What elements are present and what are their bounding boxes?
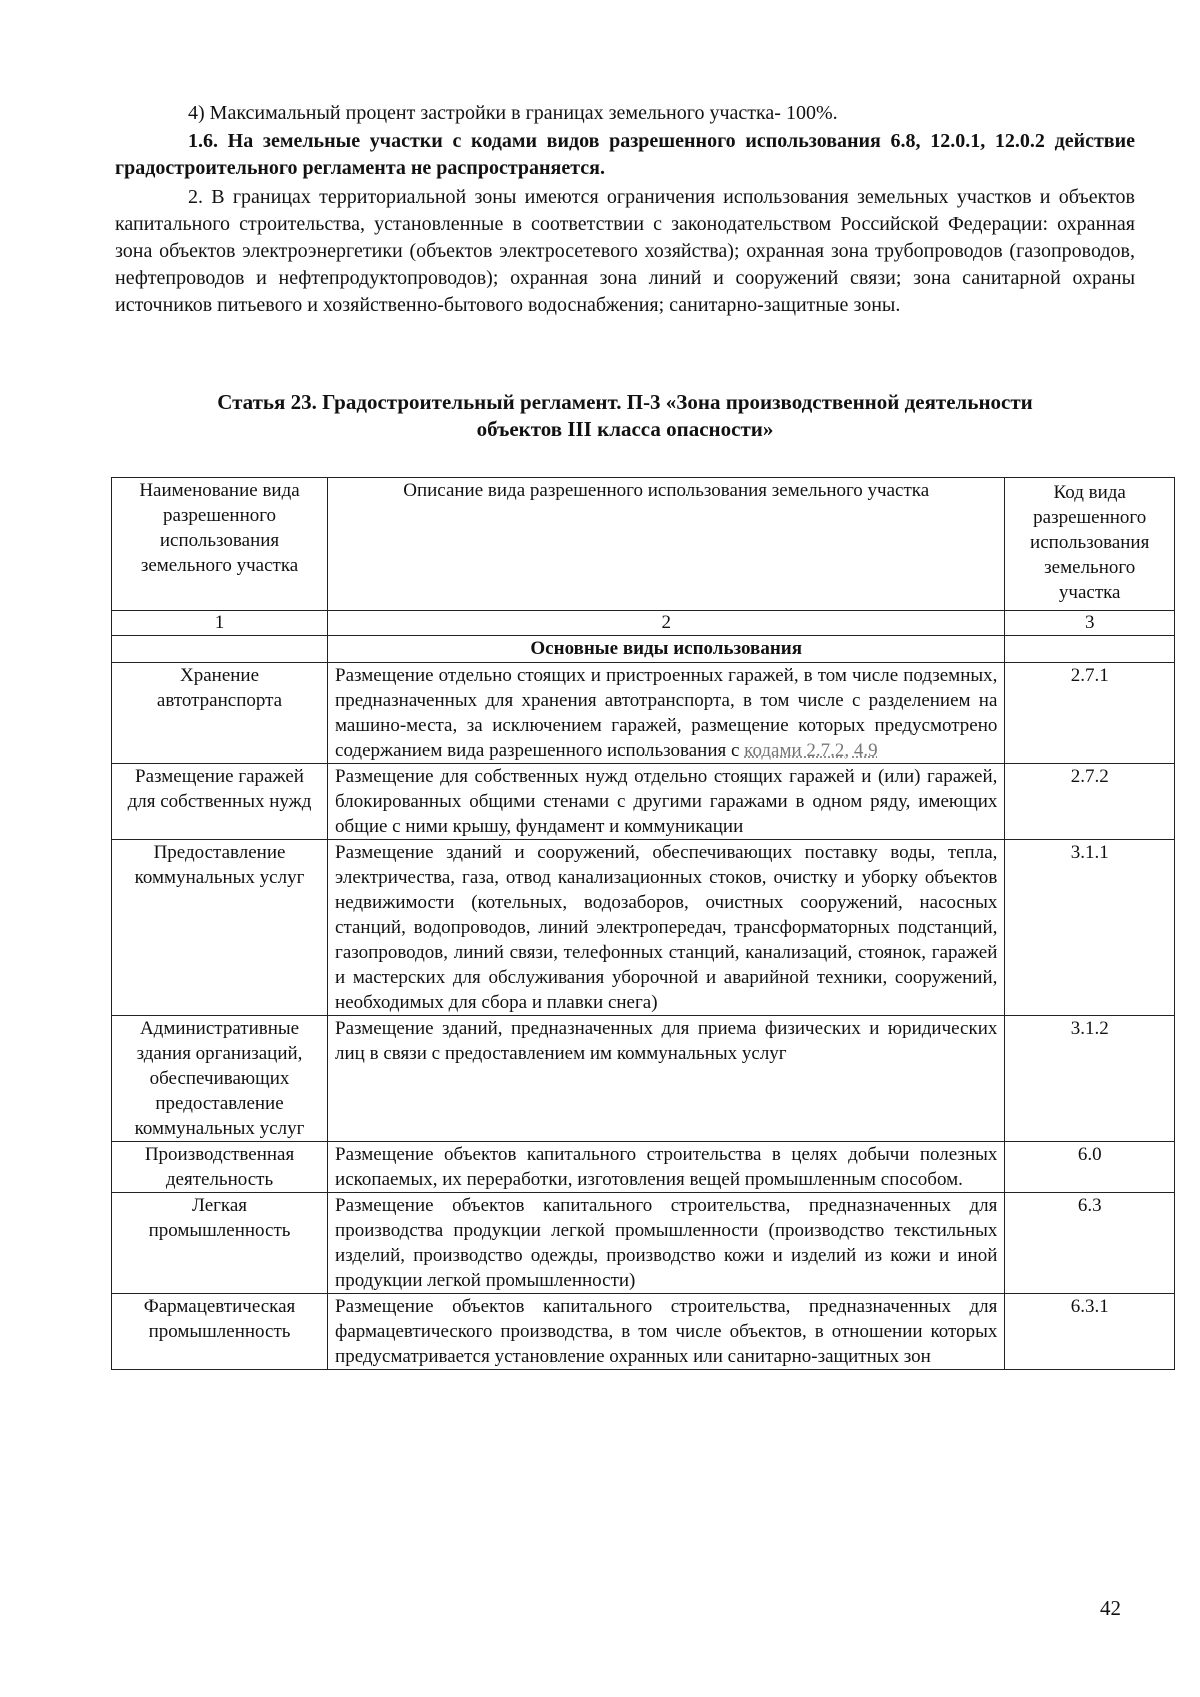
section-title: Основные виды использования xyxy=(328,636,1005,663)
paragraph-regulation-exception: 1.6. На земельные участки с кодами видов разрешенного использования 6.8, 12.0.1, 12.0.2 действие градостроительного регламента не распространяется. xyxy=(115,130,1135,179)
table-row xyxy=(112,663,1175,764)
section-row xyxy=(112,636,1175,663)
column-number: 3 xyxy=(1005,611,1175,636)
row-description: Размещение объектов капитального строительства, предназначенных для фармацевтического производства, в том числе объектов, в отношении которых предусматривается установление охранных или санитарно-защитных зон xyxy=(328,1294,1005,1370)
row-description: Размещение зданий, предназначенных для приема физических и юридических лиц в связи с предоставлением им коммунальных услуг xyxy=(328,1016,1005,1142)
column-number-row xyxy=(112,611,1175,636)
row-code: 6.3.1 xyxy=(1005,1294,1175,1370)
article-title xyxy=(115,389,1135,443)
row-description: Размещение объектов капитального строительства, предназначенных для производства продукции легкой промышленности (производство текстильных изделий, производство одежды, производство кожи и изделий из кожи и иной продукции легкой промышленности) xyxy=(328,1193,1005,1294)
row-code: 2.7.1 xyxy=(1005,663,1175,764)
row-name: Хранение автотранспорта xyxy=(112,663,328,764)
article-title-line2: объектов III класса опасности» xyxy=(476,417,774,441)
table-row xyxy=(112,1142,1175,1193)
column-number: 1 xyxy=(112,611,328,636)
column-number: 2 xyxy=(328,611,1005,636)
row-code: 6.0 xyxy=(1005,1142,1175,1193)
paragraph-zone-restrictions: 2. В границах территориальной зоны имеются ограничения использования земельных участков и объектов капитального строительства, установленные в соответствии с законодательством Российской Федерации: охранная зона объектов электроэнергетики (объектов электросетевого хозяйства); охранная зона трубопроводов (газопроводов, нефтепроводов и нефтепродуктопроводов); охранная зона линий и сооружений связи; зона санитарной охраны источников питьевого и хозяйственно-бытового водоснабжения; санитарно-защитные зоны. xyxy=(115,186,1135,316)
paragraph-max-building-percent: 4) Максимальный процент застройки в границах земельного участка- 100%. xyxy=(188,102,838,124)
row-name: Фармацевтическая промышленность xyxy=(112,1294,328,1370)
header-name: Наименование вида разрешенного использования земельного участка xyxy=(112,478,328,611)
row-name: Размещение гаражей для собственных нужд xyxy=(112,764,328,840)
row-code: 3.1.1 xyxy=(1005,840,1175,1016)
row-code: 2.7.2 xyxy=(1005,764,1175,840)
row-name: Легкая промышленность xyxy=(112,1193,328,1294)
row-code: 6.3 xyxy=(1005,1193,1175,1294)
header-code: Код вида разрешенного использования земельного участка xyxy=(1005,478,1175,611)
row-code: 3.1.2 xyxy=(1005,1016,1175,1142)
page-number: 42 xyxy=(1100,1596,1121,1620)
table-row xyxy=(112,1016,1175,1142)
table-row xyxy=(112,1294,1175,1370)
row-description: Размещение зданий и сооружений, обеспечивающих поставку воды, тепла, электричества, газа, отвод канализационных стоков, очистку и уборку объектов недвижимости (котельных, водозаборов, очистных сооружений, насосных станций, водопроводов, линий электропередач, трансформаторных подстанций, газопроводов, линий связи, телефонных станций, канализаций, стоянок, гаражей и мастерских для обслуживания уборочной и аварийной техники, сооружений, необходимых для сбора и плавки снега) xyxy=(328,840,1005,1016)
header-description: Описание вида разрешенного использования земельного участка xyxy=(328,478,1005,611)
row-name: Административные здания организаций, обеспечивающих предоставление коммунальных услуг xyxy=(112,1016,328,1142)
row-name: Предоставление коммунальных услуг xyxy=(112,840,328,1016)
regulation-table xyxy=(111,477,1175,1370)
table-row xyxy=(112,840,1175,1016)
table-row xyxy=(112,764,1175,840)
row-description: Размещение отдельно стоящих и пристроенных гаражей, в том числе подземных, предназначенных для хранения автотранспорта, в том числе с разделением на машино-места, за исключением гаражей, размещение которых предусмотрено содержанием вида разрешенного использования с кодами 2.7.2, 4.9 xyxy=(328,663,1005,764)
row-description: Размещение для собственных нужд отдельно стоящих гаражей и (или) гаражей, блокированных общими стенами с другими гаражами в одном ряду, имеющих общие с ними крышу, фундамент и коммуникации xyxy=(328,764,1005,840)
row-name: Производственная деятельность xyxy=(112,1142,328,1193)
table-header-row xyxy=(112,478,1175,611)
table-row xyxy=(112,1193,1175,1294)
article-title-line1: Статья 23. Градостроительный регламент. П-3 «Зона производственной деятельности xyxy=(217,390,1033,414)
code-reference-link[interactable]: кодами 2.7.2, 4.9 xyxy=(744,740,878,761)
row-description: Размещение объектов капитального строительства в целях добычи полезных ископаемых, их переработки, изготовления вещей промышленным способом. xyxy=(328,1142,1005,1193)
